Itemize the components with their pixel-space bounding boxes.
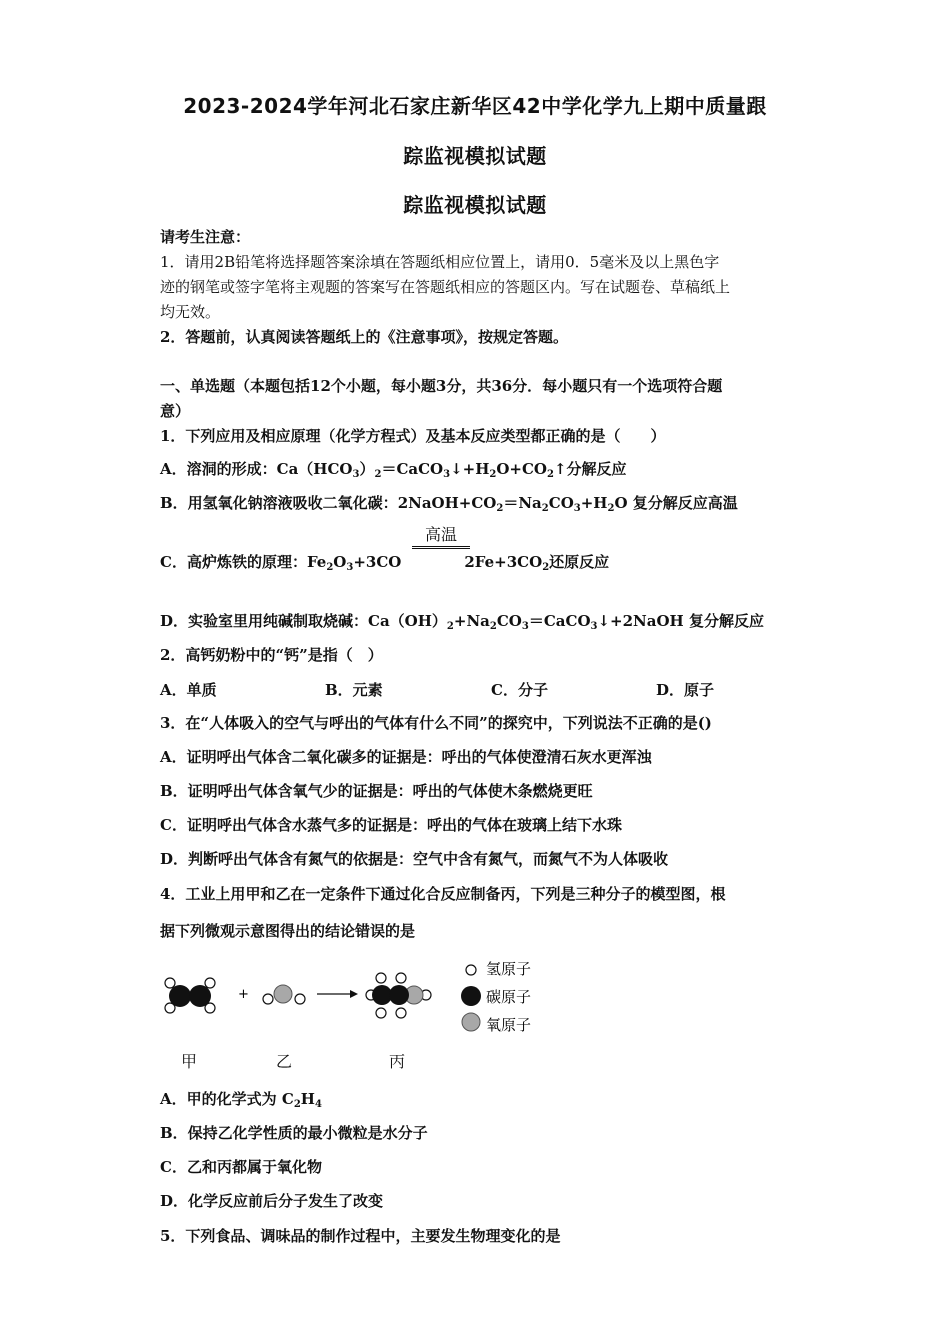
q1-c-eq: +3CO (353, 553, 402, 571)
q4-option-a (160, 1089, 800, 1109)
legend-hydrogen-swatch (466, 965, 476, 975)
q1-d-sub: 3 (521, 621, 529, 632)
q1-b-eq: O 复分解反应高温 (614, 494, 738, 512)
label-bing: 丙 (389, 1052, 406, 1071)
label-yi: 乙 (276, 1052, 293, 1071)
q1-d-eq: CO (496, 612, 522, 630)
q2-option-a: A．单质 (160, 681, 217, 699)
q1-c-sub: 2 (542, 562, 550, 573)
q1-c-eq: O (333, 553, 347, 571)
legend (461, 960, 531, 1034)
q2-option-c: C．分子 (491, 681, 548, 699)
section-heading-a: 一、单选题（本题包括12个小题，每小题3分，共36分．每小题只有一个选项符合题 (160, 377, 723, 395)
q1-d-sub: 2 (446, 621, 454, 632)
q1-a-rest: O+CO (496, 460, 547, 478)
reaction-arrow (317, 990, 358, 998)
q4-stem-a: 4．工业上用甲和乙在一定条件下通过化合反应制备丙，下列是三种分子的模型图，根 (160, 885, 726, 903)
q1-a-rest: ＝CaCO (381, 460, 444, 478)
notice-item1-b: 迹的钢笔或签字笔将主观题的答案写在答题纸相应的答题区内。写在试题卷、草稿纸上 (160, 278, 731, 296)
q1-b-sub: 2 (607, 503, 615, 514)
q1-c-sub: 2 (326, 562, 334, 573)
q1-b-eq: +H (580, 494, 608, 512)
plus-sign: + (238, 987, 249, 1002)
q3-stem: 3．在“人体吸入的空气与呼出的气体有什么不同”的探究中，下列说法不正确的是() (160, 714, 712, 732)
q1-c-sub: 3 (346, 562, 354, 573)
q1-a-sub: 3 (443, 469, 451, 480)
q4-a-sub: 2 (293, 1099, 301, 1110)
q2-stem: 2．高钙奶粉中的“钙”是指（ ） (160, 646, 383, 664)
q3-option-a: A．证明呼出气体含二氧化碳多的证据是：呼出的气体使澄清石灰水更浑浊 (160, 748, 652, 766)
q1-d-eq: Ca（OH） (368, 612, 447, 630)
q1-d-sub: 2 (489, 621, 497, 632)
legend-oxygen-swatch (462, 1013, 480, 1031)
q1-a-eq: Ca（HCO (276, 460, 353, 478)
q1-b-eq: ＝Na (503, 494, 542, 512)
legend-carbon-label: 碳原子 (486, 988, 532, 1006)
q1-b-sub: 3 (573, 503, 581, 514)
q1-c-prefix: C．高炉炼铁的原理： (160, 553, 307, 571)
molecule-diagram-svg (150, 950, 570, 1080)
exam-title-line3: 踪监视模拟试题 (403, 193, 547, 217)
q1-c-eq: 还原反应 (549, 553, 610, 571)
q1-d-eq: ＝CaCO (528, 612, 591, 630)
q4-a-prefix: A．甲的化学式为 C (160, 1090, 294, 1108)
legend-oxygen-label: 氧原子 (486, 1016, 532, 1034)
section-heading-b: 意） (160, 402, 191, 420)
q1-c-eq: 2Fe+3CO (464, 553, 543, 571)
q1-a-mid: ） (359, 460, 375, 478)
molecule-diagram (150, 950, 570, 1080)
notice-item2: 2．答题前，认真阅读答题纸上的《注意事项》，按规定答题。 (160, 328, 568, 346)
q1-option-b (160, 493, 800, 513)
q2-option-b: B．元素 (325, 681, 383, 699)
q1-b-sub: 2 (541, 503, 549, 514)
q1-b-prefix: B．用氢氧化钠溶液吸收二氧化碳： (160, 494, 398, 512)
q4-a-sub: 4 (314, 1099, 322, 1110)
q1-b-eq: CO (548, 494, 574, 512)
q1-stem: 1．下列应用及相应原理（化学方程式）及基本反应类型都正确的是（ ） (160, 427, 666, 445)
q1-option-d (160, 611, 800, 631)
q1-c-eq: Fe (306, 553, 327, 571)
exam-title-line2: 踪监视模拟试题 (403, 144, 547, 168)
legend-carbon-swatch (461, 986, 481, 1006)
reaction-condition-label: 高温 (412, 522, 470, 549)
q2-option-d: D．原子 (656, 681, 715, 699)
q3-option-c: C．证明呼出气体含水蒸气多的证据是：呼出的气体在玻璃上结下水珠 (160, 816, 622, 834)
q1-a-rest: ↓+H (450, 460, 490, 478)
q3-option-b: B．证明呼出气体含氧气少的证据是：呼出的气体使木条燃烧更旺 (160, 782, 593, 800)
q1-a-sub: 2 (547, 469, 554, 480)
notice-item1-a: 1．请用2B铅笔将选择题答案涂填在答题纸相应位置上，请用0．5毫米及以上黑色字 (160, 253, 720, 271)
q1-a-prefix: A．溶洞的形成： (160, 460, 277, 478)
notice-item1-c: 均无效。 (160, 303, 221, 321)
q1-d-prefix: D．实验室里用纯碱制取烧碱： (160, 612, 369, 630)
molecule-yi (263, 985, 305, 1004)
q1-b-eq: 2NaOH+CO (397, 494, 497, 512)
legend-hydrogen-label: 氢原子 (486, 960, 532, 978)
label-jia: 甲 (181, 1052, 198, 1071)
q4-option-c: C．乙和丙都属于氧化物 (160, 1158, 322, 1176)
q1-d-eq: +Na (453, 612, 490, 630)
exam-title-line1: 2023-2024学年河北石家庄新华区42中学化学九上期中质量跟 (183, 94, 767, 118)
q1-a-sub: 3 (352, 469, 360, 480)
molecule-bing (366, 973, 431, 1018)
q1-b-sub: 2 (496, 503, 504, 514)
q1-option-a (160, 459, 800, 479)
q1-a-sub: 2 (489, 469, 497, 480)
q3-option-d: D．判断呼出气体含有氮气的依据是：空气中含有氮气，而氮气不为人体吸收 (160, 850, 669, 868)
q4-option-d: D．化学反应前后分子发生了改变 (160, 1192, 384, 1210)
q1-d-eq: ↓+2NaOH 复分解反应 (597, 612, 764, 630)
q4-a-mid: H (300, 1090, 315, 1108)
notice-heading: 请考生注意： (160, 228, 251, 246)
q5-stem: 5．下列食品、调味品的制作过程中，主要发生物理变化的是 (160, 1227, 561, 1245)
molecule-jia (165, 978, 215, 1013)
q4-option-b: B．保持乙化学性质的最小微粒是水分子 (160, 1124, 428, 1142)
q4-stem-b: 据下列微观示意图得出的结论错误的是 (160, 922, 416, 940)
q1-a-rest: ↑分解反应 (553, 460, 627, 478)
q1-a-sub: 2 (374, 469, 382, 480)
q1-d-sub: 3 (590, 621, 598, 632)
q1-option-c (160, 552, 800, 572)
